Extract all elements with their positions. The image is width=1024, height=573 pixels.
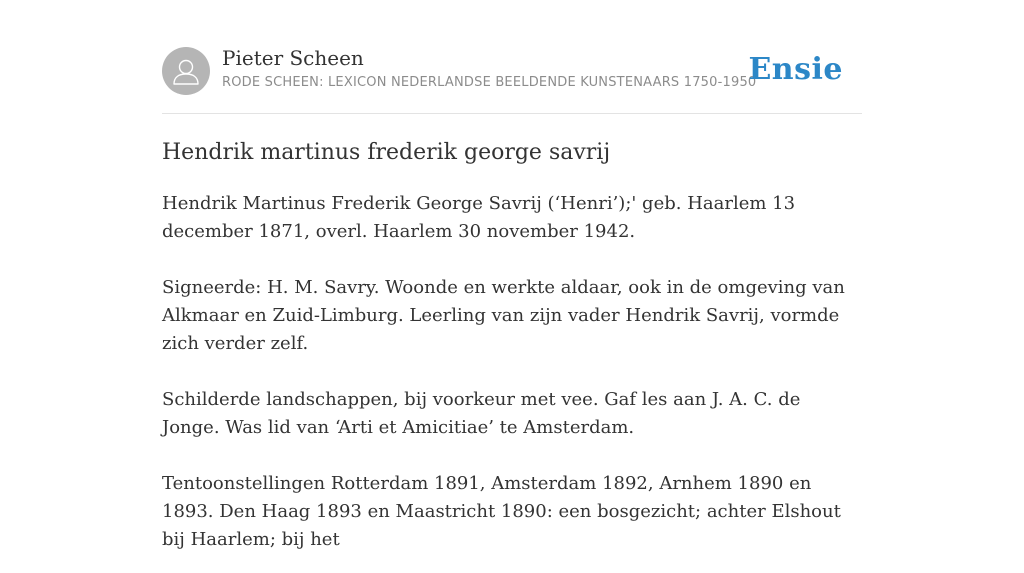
- paragraph-subjects: Schilderde landschappen, bij voorkeur met vee. Gaf les aan J. A. C. de Jonge. Was lid van ‘Arti et Amicitiae’ te Amsterdam.: [162, 389, 801, 438]
- article-header: [162, 0, 862, 114]
- source-label[interactable]: RODE SCHEEN: LEXICON NEDERLANDSE BEELDENDE KUNSTENAARS 1750-1950: [222, 75, 757, 90]
- user-icon: [162, 47, 210, 95]
- article-title: Hendrik martinus frederik george savrij: [162, 140, 611, 165]
- paragraph-exhibitions: Tentoonstellingen Rotterdam 1891, Amsterdam 1892, Arnhem 1890 en 1893. Den Haag 1893 en Maastricht 1890: een bosgezicht; achter Elshout bij Haarlem; bij het: [162, 473, 841, 550]
- article-body: [162, 190, 862, 573]
- author-name[interactable]: Pieter Scheen: [222, 46, 364, 70]
- paragraph-birth-death: Hendrik Martinus Frederik George Savrij (‘Henri’);' geb. Haarlem 13 december 1871, overl. Haarlem 30 november 1942.: [162, 193, 796, 242]
- author-avatar[interactable]: [162, 47, 210, 95]
- paragraph-signature: Signeerde: H. M. Savry. Woonde en werkte aldaar, ook in de omgeving van Alkmaar en Zuid-Limburg. Leerling van zijn vader Hendrik Savrij, vormde zich verder zelf.: [162, 277, 845, 354]
- ensie-logo[interactable]: Ensie: [748, 52, 843, 87]
- content-column: [162, 0, 862, 550]
